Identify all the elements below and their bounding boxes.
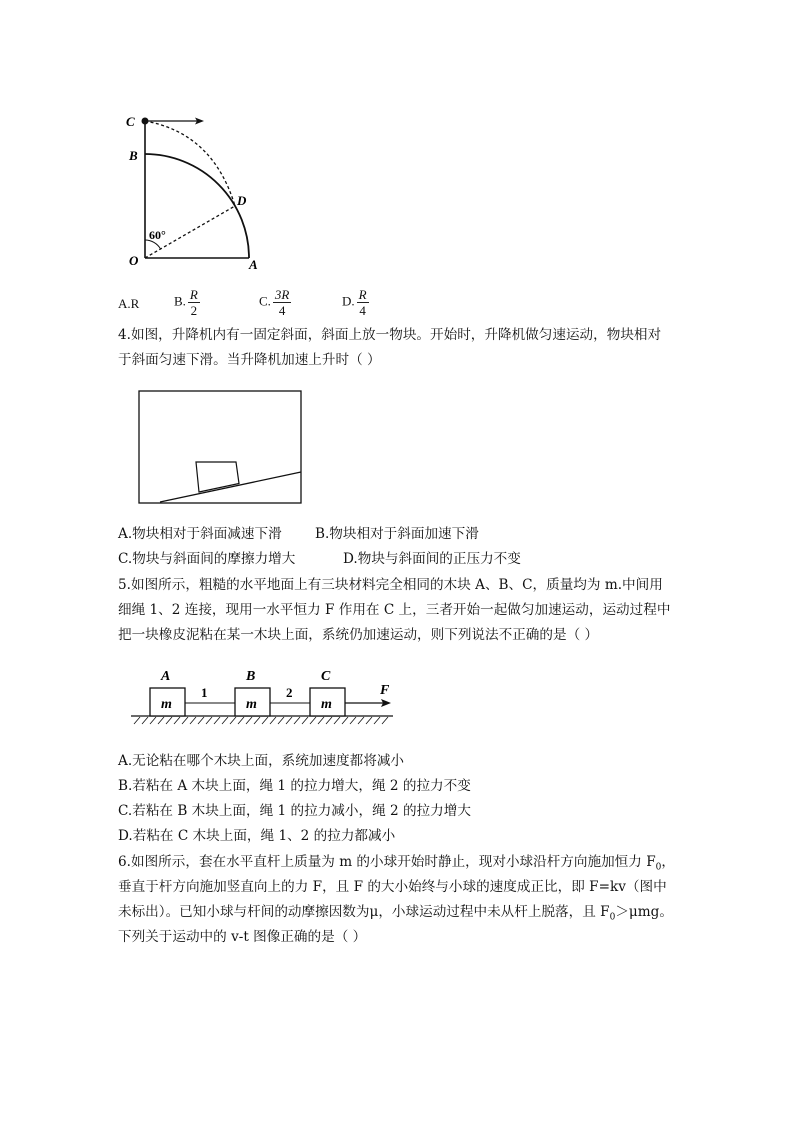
- q4-option-b: B.物块相对于斜面加速下滑: [315, 526, 479, 542]
- block-on-incline: [196, 462, 239, 492]
- q5-option-d: D.若粘在 C 木块上面，绳 1、2 的拉力都减小: [118, 828, 396, 844]
- mass-a: m: [161, 697, 172, 712]
- label-rope-2: 2: [286, 685, 293, 700]
- mass-b: m: [246, 697, 257, 712]
- q4-option-d: D.物块与斜面间的正压力不变: [343, 551, 521, 567]
- q3-option-c: C. $\frac{3R}{4}$: [259, 287, 290, 318]
- q3-option-d: D. $\frac{R}{4}$: [342, 287, 367, 318]
- label-rope-1: 1: [201, 685, 208, 700]
- q6-stem-line3: 未标出）。已知小球与杆间的动摩擦因数为μ，小球运动过程中未从杆上脱落，且 $F_0>\mu mg$。: [118, 904, 673, 923]
- q3-option-b: B. $\frac{R}{2}$: [174, 287, 198, 318]
- q4-stem-line1: 4.如图，升降机内有一固定斜面，斜面上放一物块。开始时，升降机做匀速运动，物块相对: [118, 327, 662, 343]
- q5-stem-line3: 把一块橡皮泥粘在某一木块上面，系统仍加速运动，则下列说法不正确的是（ ）: [118, 627, 599, 643]
- label-block-a: A: [161, 669, 171, 684]
- q4-option-c: C.物块与斜面间的摩擦力增大: [118, 551, 296, 567]
- arc-ba: [145, 154, 249, 258]
- label-d: D: [237, 193, 247, 208]
- quarter-circle-figure: [118, 108, 278, 273]
- mass-c: m: [321, 697, 332, 712]
- q6-stem-line4: 下列关于运动中的 v-t 图像正确的是（ ）: [118, 929, 367, 945]
- q5-stem-line1: 5.如图所示，粗糙的水平地面上有三块材料完全相同的木块 A、B、C，质量均为 m.中间用: [118, 577, 663, 593]
- label-o: O: [129, 253, 139, 268]
- q4-stem-line2: 于斜面匀速下滑。当升降机加速上升时（ ）: [118, 352, 381, 368]
- q4-option-a: A.物块相对于斜面减速下滑: [118, 526, 282, 542]
- label-c: C: [126, 114, 135, 129]
- label-force: F: [380, 683, 390, 698]
- q5-option-a: A.无论粘在哪个木块上面，系统加速度都将减小: [118, 753, 405, 769]
- label-b: B: [129, 148, 138, 163]
- label-block-b: B: [246, 669, 256, 684]
- q3-option-a: A.R: [118, 296, 140, 311]
- angle-label: 60°: [149, 228, 166, 242]
- q5-stem-line2: 细绳 1、2 连接，现用一水平恒力 F 作用在 C 上，三者开始一起做匀加速运动，运动过程中: [118, 602, 671, 618]
- q5-option-b: B.若粘在 A 木块上面，绳 1 的拉力增大，绳 2 的拉力不变: [118, 778, 471, 794]
- q6-stem-line2: 垂直于杆方向施加竖直向上的力 F，且 F 的大小始终与小球的速度成正比，即 F=kv（图中: [118, 879, 667, 895]
- three-blocks-figure: [128, 660, 398, 730]
- label-a: A: [249, 257, 258, 272]
- elevator-incline-figure: [138, 390, 304, 506]
- ground-hatching: [134, 717, 388, 724]
- q5-option-c: C.若粘在 B 木块上面，绳 1 的拉力减小，绳 2 的拉力增大: [118, 803, 471, 819]
- label-block-c: C: [321, 669, 331, 684]
- ball-c: [142, 118, 149, 125]
- q6-stem-line1: 6.如图所示，套在水平直杆上质量为 m 的小球开始时静止，现对小球沿杆方向施加恒力 $F_0$，: [118, 854, 675, 873]
